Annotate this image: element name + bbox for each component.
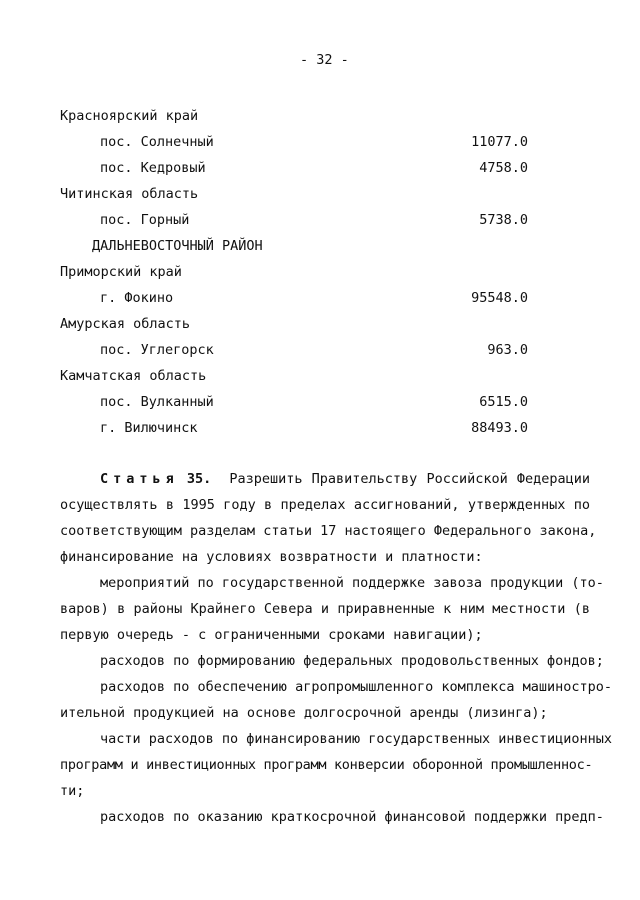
article-line: осуществлять в 1995 году в пределах ассигнований, утвержденных по (60, 497, 590, 513)
place-value: 963.0 (487, 342, 528, 358)
article-line: ти; (60, 783, 85, 799)
place-value: 5738.0 (479, 212, 528, 228)
region-name: Читинская область (60, 186, 199, 202)
article-line: мероприятий по государственной поддержке завоза продукции (то- (100, 575, 604, 591)
region-name: Приморский край (60, 264, 182, 280)
place-name: пос. Вулканный (100, 394, 214, 410)
article-line: соответствующим разделам статьи 17 настоящего Федерального закона, (60, 523, 597, 539)
region-name: Красноярский край (60, 108, 199, 124)
article-line: части расходов по финансированию государственных инвестиционных (100, 731, 613, 747)
article-line: варов) в районы Крайнего Севера и приравненные к ним местности (в (60, 601, 590, 617)
article-line: расходов по формированию федеральных продовольственных фондов; (100, 653, 604, 669)
place-value: 88493.0 (471, 420, 528, 436)
article-line: Разрешить Правительству Российской Федерации (229, 471, 590, 487)
article-line: расходов по оказанию краткосрочной финансовой поддержки предп- (100, 809, 604, 825)
article-number: 35. (186, 471, 212, 487)
article-label: Статья (100, 471, 179, 487)
place-name: пос. Углегорск (100, 342, 214, 358)
article-line: ительной продукцией на основе долгосрочной аренды (лизинга); (60, 705, 548, 721)
place-value: 11077.0 (471, 134, 528, 150)
region-name: Камчатская область (60, 368, 207, 384)
place-value: 95548.0 (471, 290, 528, 306)
region-name: Амурская область (60, 316, 191, 332)
place-value: 6515.0 (479, 394, 528, 410)
article-line: расходов по обеспечению агропромышленного комплекса машиностро- (100, 679, 613, 695)
article-line: программ и инвестиционных программ конверсии оборонной промышленнос- (60, 757, 593, 773)
place-name: г. Вилючинск (100, 420, 198, 436)
place-name: пос. Горный (100, 212, 190, 228)
page-number: - 32 - (300, 52, 349, 68)
place-name: пос. Кедровый (100, 160, 206, 176)
place-name: пос. Солнечный (100, 134, 214, 150)
article-heading-line (100, 471, 590, 487)
district-heading: ДАЛЬНЕВОСТОЧНЫЙ РАЙОН (92, 238, 263, 254)
article-line: финансирование на условиях возвратности и платности: (60, 549, 483, 565)
place-name: г. Фокино (100, 290, 174, 306)
place-value: 4758.0 (479, 160, 528, 176)
article-line: первую очередь - с ограниченными сроками навигации); (60, 627, 483, 643)
